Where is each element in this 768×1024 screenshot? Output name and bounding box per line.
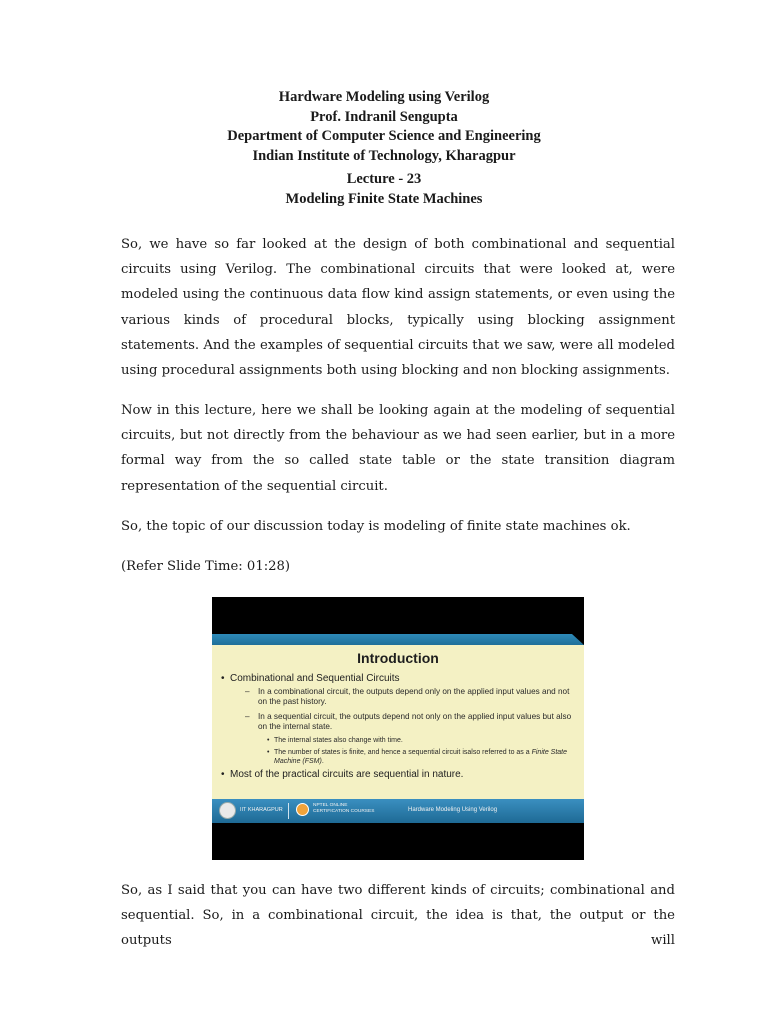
lecture-number: Lecture - 23 bbox=[346, 171, 422, 187]
institute-name: Indian Institute of Technology, Kharagpur bbox=[252, 147, 516, 164]
slide-footer bbox=[212, 799, 584, 823]
iit-logo-icon bbox=[219, 802, 236, 819]
slide-band-corner bbox=[572, 634, 584, 645]
bullet-icon: • bbox=[221, 673, 225, 684]
lecture-slide-image bbox=[212, 597, 584, 860]
dash-icon: – bbox=[245, 687, 250, 696]
slide-title: Introduction bbox=[357, 650, 439, 666]
lecture-heading bbox=[0, 170, 768, 209]
footer-nptel: NPTEL ONLINE CERTIFICATION COURSES bbox=[313, 803, 375, 814]
footer-org: IIT KHARAGPUR bbox=[240, 807, 283, 813]
bullet-icon: • bbox=[221, 769, 225, 780]
slide-sub-bullet: – In a combinational circuit, the outputs depend only on the applied input values and not on the past history. bbox=[245, 687, 570, 707]
paragraph: Now in this lecture, here we shall be looking again at the modeling of sequential circuits, but not directly from the behaviour as we had seen earlier, but in a more formal way from the so called state table or the state transition diagram representation of the sequential circuit. bbox=[121, 403, 675, 494]
footer-course-title: Hardware Modeling Using Verilog bbox=[408, 807, 498, 813]
slide-bullet: • Most of the practical circuits are sequential in nature. bbox=[221, 769, 464, 780]
footer-divider bbox=[288, 803, 289, 819]
slide-bullet: • Combinational and Sequential Circuits bbox=[221, 673, 400, 684]
slide-sub-bullet: – In a sequential circuit, the outputs depend not only on the applied input values but also on the internal state. bbox=[245, 712, 572, 732]
document-header bbox=[0, 88, 768, 166]
dash-icon: – bbox=[245, 712, 250, 721]
bullet-icon: • bbox=[267, 737, 270, 744]
bullet-icon: • bbox=[267, 749, 270, 756]
professor-name: Prof. Indranil Sengupta bbox=[310, 108, 458, 125]
course-title: Hardware Modeling using Verilog bbox=[278, 89, 490, 105]
paragraph: So, the topic of our discussion today is modeling of finite state machines ok. bbox=[121, 519, 631, 534]
slide-sub-sub-bullet: • The internal states also change with time. bbox=[267, 737, 403, 744]
paragraph: So, as I said that you can have two different kinds of circuits; combinational and sequential. So, in a combinational circuit, the idea is that, the output or the outputs will bbox=[121, 883, 675, 949]
paragraph: So, we have so far looked at the design of both combinational and sequential circuits using Verilog. The combinational circuits that were looked at, were modeled using the continuous data flow kind assign statements, or even using the various kinds of procedural blocks, typically using blocking assignment statements. And the examples of sequential circuits that we saw, were all modeled using procedural assignments both using blocking and non blocking assignments. bbox=[121, 237, 675, 379]
slide-sub-sub-bullet: • The number of states is finite, and hence a sequential circuit isalso referred to as a Finite State Machine (FSM). bbox=[267, 749, 568, 765]
lecture-title: Modeling Finite State Machines bbox=[285, 190, 483, 207]
slide-header-band bbox=[212, 634, 584, 645]
slide-time-reference: (Refer Slide Time: 01:28) bbox=[121, 559, 291, 574]
slide-content bbox=[212, 645, 584, 799]
department-name: Department of Computer Science and Engineering bbox=[227, 128, 541, 144]
nptel-logo-icon bbox=[296, 803, 309, 816]
